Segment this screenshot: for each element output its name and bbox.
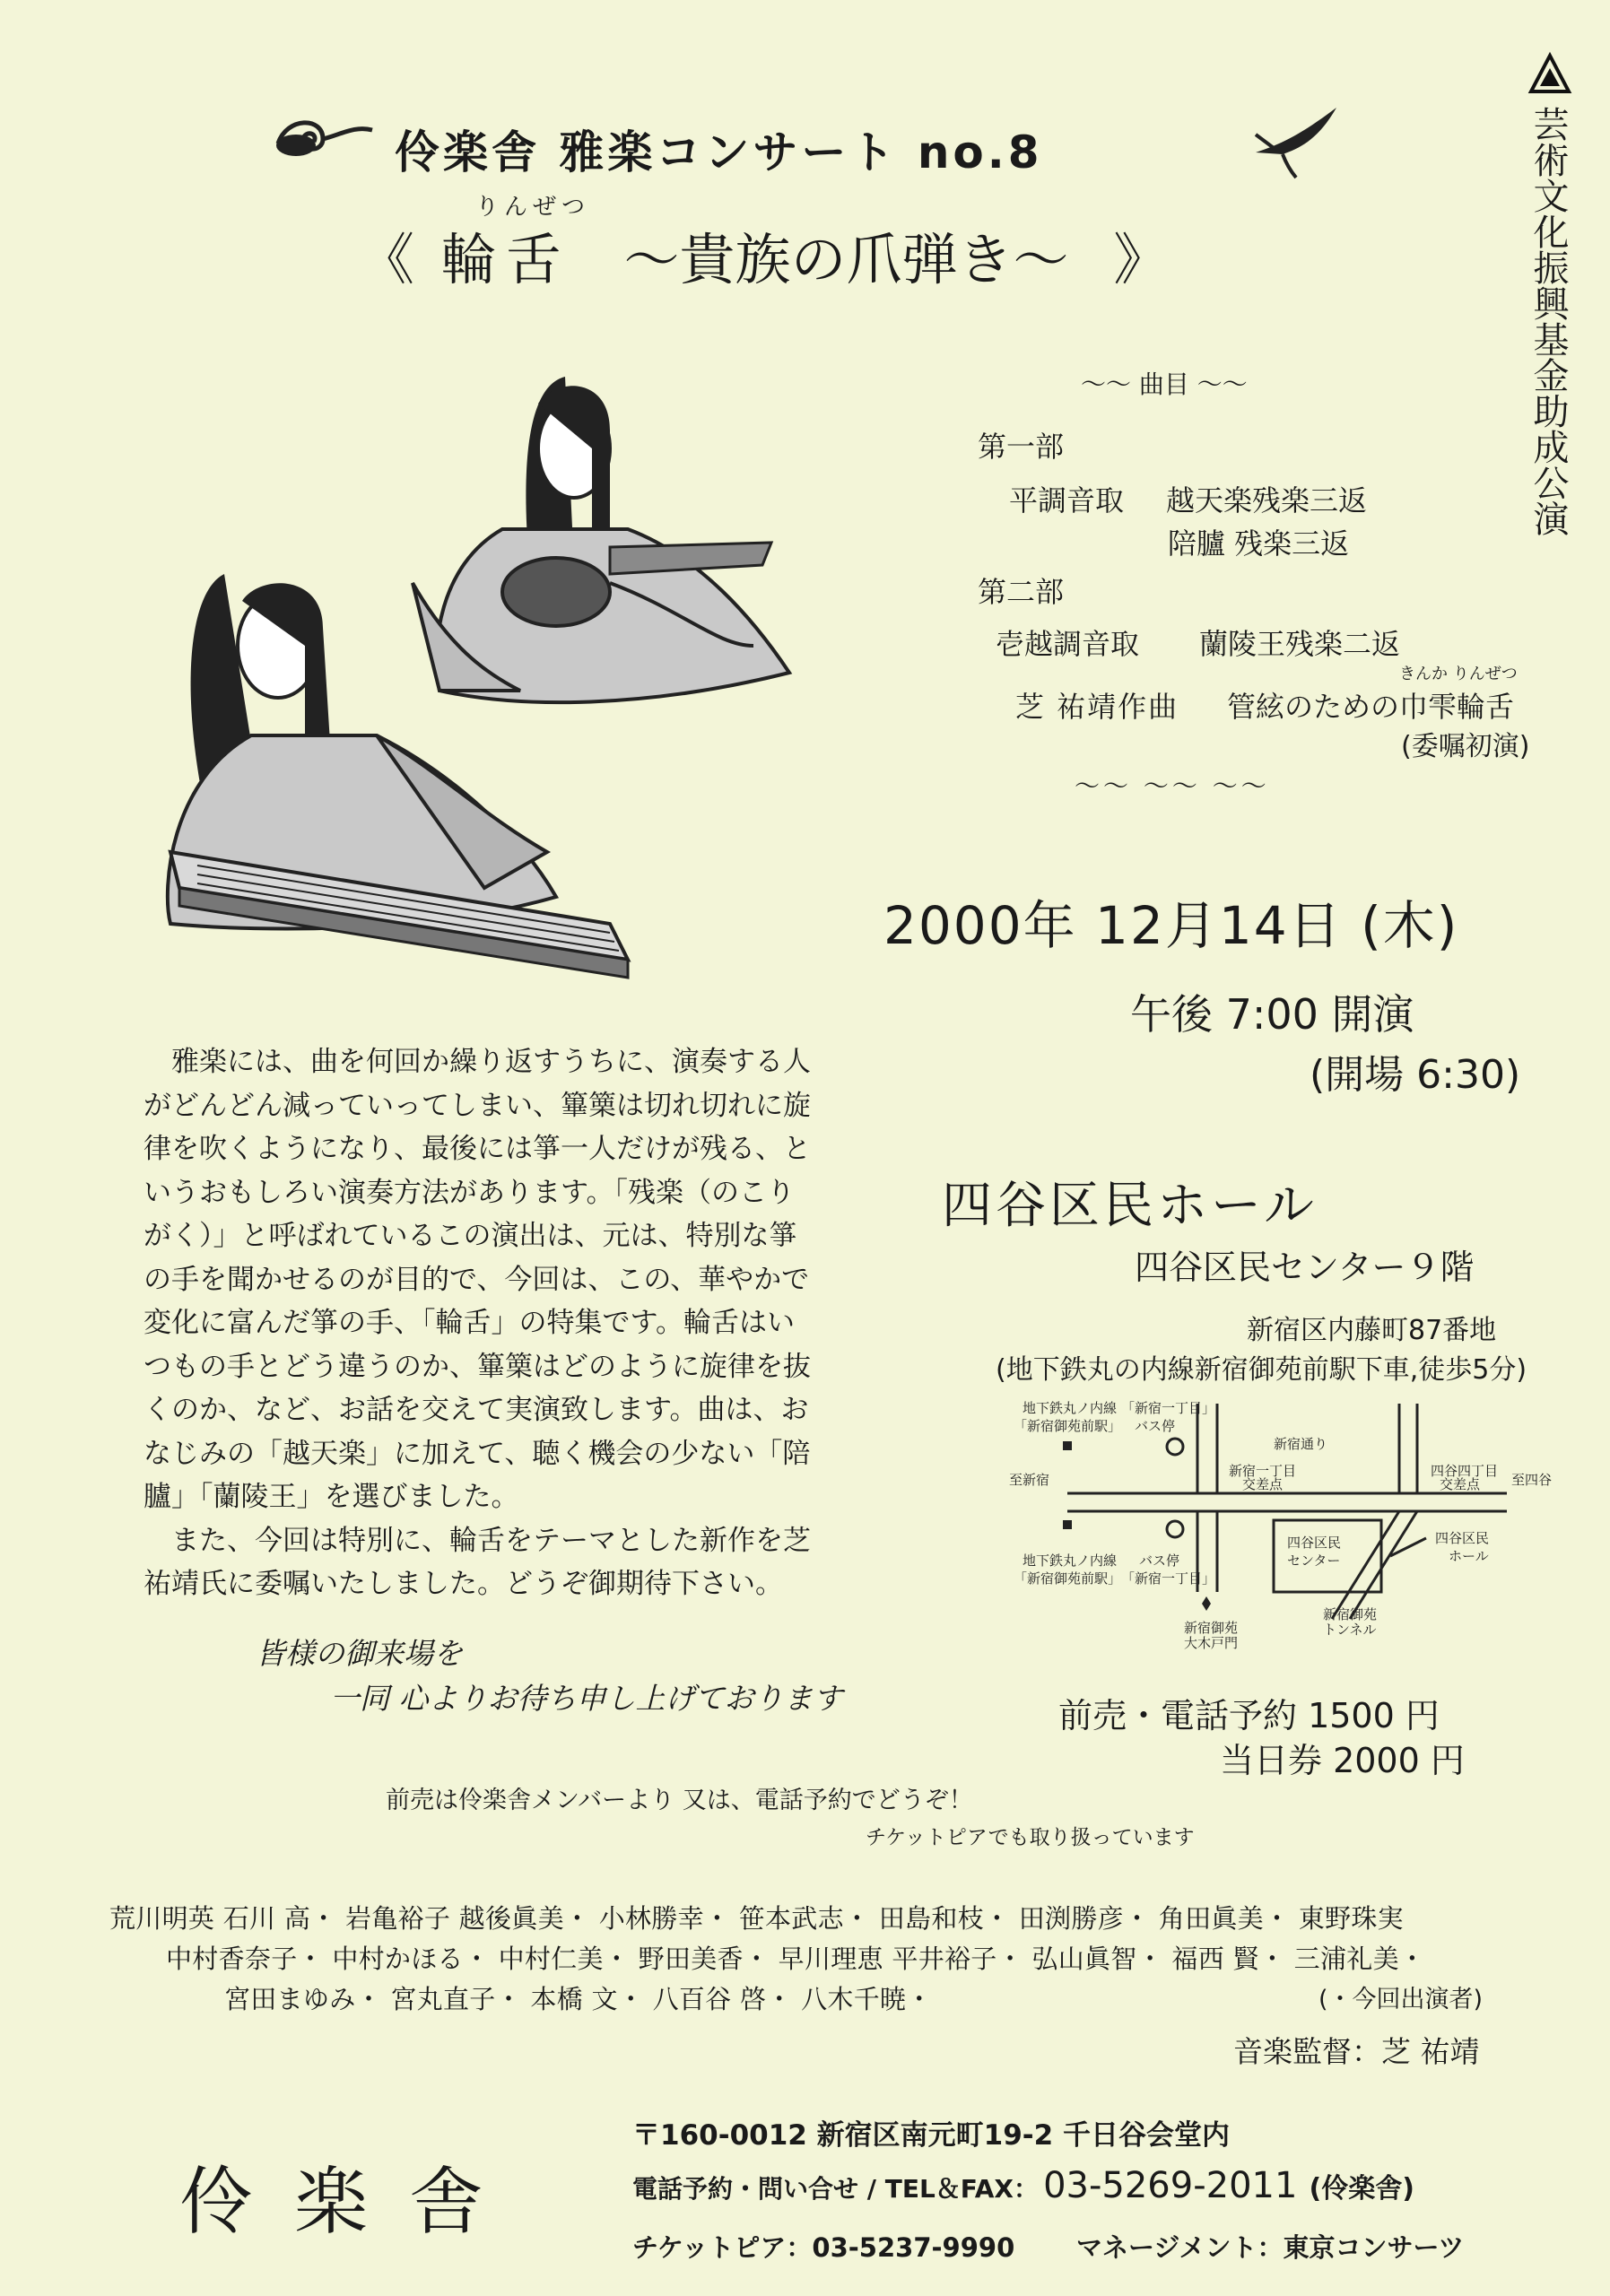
event-doors: (開場 6:30) bbox=[1310, 1052, 1521, 1098]
map-bus-top-label: バス停 bbox=[1135, 1418, 1176, 1434]
program-part2-item1-b: 蘭陵王残楽二返 bbox=[1199, 627, 1401, 661]
gate-marker-icon bbox=[1202, 1596, 1211, 1611]
program-part2-item2-b: 管絃のための bbox=[1227, 690, 1400, 724]
program-part2: 第二部 bbox=[978, 575, 1065, 609]
program-part2-item2-c: 巾雫輪舌 bbox=[1399, 690, 1515, 724]
program-part1-item1-b: 越天楽残楽三返 bbox=[1166, 483, 1368, 517]
footer-phone-line bbox=[632, 2165, 1414, 2206]
performers-row1: 荒川明英 石川 高・ 岩亀裕子 越後眞美・ 小林勝幸・ 笹本武志・ 田島和枝・ 田渕勝彦・ 角田眞美・ 東野珠実 bbox=[109, 1903, 1404, 1934]
description-line: の手を聞かせるのが目的で、今回は、この、華やかで bbox=[144, 1263, 810, 1296]
event-venue-floor: 四谷区民センター９階 bbox=[1135, 1248, 1475, 1287]
program bbox=[960, 354, 1588, 821]
event-access: (地下鉄丸の内線新宿御苑前駅下車,徒歩5分) bbox=[996, 1354, 1527, 1386]
foundation-logo-icon bbox=[1529, 54, 1571, 95]
event-address: 新宿区内藤町87番地 bbox=[1247, 1315, 1497, 1346]
description-line: また、今回は特別に、輪舌をテーマとした新作を芝 bbox=[171, 1524, 811, 1557]
map-hall-line2: ホール bbox=[1449, 1548, 1489, 1564]
description-line: 雅楽には、曲を何回か繰り返すうちに、演奏する人 bbox=[171, 1046, 811, 1078]
description bbox=[144, 1040, 834, 1606]
map-gate-line1: 新宿御苑 bbox=[1184, 1620, 1239, 1636]
event-time: 午後 7:00 開演 bbox=[1130, 990, 1414, 1039]
description-line: がく）」と呼ばれているこの演出は、元は、特別な箏 bbox=[144, 1220, 797, 1252]
description-line: がどんどん減っていってしまい、篳篥は切れ切れに旋 bbox=[144, 1089, 811, 1122]
subtitle-bracket-close: 》 bbox=[1113, 227, 1170, 292]
footer-pia: チケットピア：03-5237-9990 bbox=[632, 2232, 1015, 2263]
welcome-line1: 皆様の御来場を bbox=[256, 1636, 463, 1671]
program-part1: 第一部 bbox=[978, 430, 1065, 464]
map-bus-bottom: 「新宿一丁目」 bbox=[1121, 1570, 1216, 1587]
performers-row2: 中村香奈子・ 中村かほる・ 中村仁美・ 野田美香・ 早川理恵 平井裕子・ 弘山眞智・ 福西 賢・ 三浦礼美・ bbox=[166, 1944, 1426, 1974]
map-station-bottom: 地下鉄丸ノ内線 bbox=[1023, 1552, 1118, 1569]
performers-note: (・今回出演者) bbox=[1318, 1986, 1484, 2013]
title-ruby: りんぜつ bbox=[475, 194, 591, 221]
description-line: つもの手とどう違うのか、篳篥はどのように旋律を抜 bbox=[144, 1350, 811, 1383]
description-line: 臚」「蘭陵王」を選びました。 bbox=[144, 1481, 519, 1513]
footer-phone: 03-5269-2011 bbox=[1043, 2165, 1298, 2206]
map-station-bottom-name: 「新宿御苑前駅」 bbox=[1014, 1570, 1122, 1587]
description-line: 律を吹くようになり、最後には箏一人だけが残る、と bbox=[144, 1133, 811, 1165]
station-icon bbox=[1063, 1441, 1072, 1450]
bird-ornament-icon bbox=[1247, 99, 1345, 179]
map-shinjuku-dori: 新宿通り bbox=[1274, 1436, 1328, 1452]
ticket-advance: 前売・電話予約 1500 円 bbox=[1058, 1696, 1440, 1735]
page-title: 伶楽舎 雅楽コンサート no.8 bbox=[395, 126, 1043, 178]
subtitle bbox=[359, 215, 1169, 295]
map-bus-top: 「新宿一丁目」 bbox=[1121, 1400, 1216, 1416]
program-part1-item2: 陪臚 残楽三返 bbox=[1168, 526, 1350, 561]
map-tunnel-line1: 新宿御苑 bbox=[1323, 1606, 1378, 1622]
performers-row3: 宮田まゆみ・ 宮丸直子・ 本橋 文・ 八百谷 啓・ 八木千暁・ bbox=[224, 1984, 933, 2014]
map-cross1-label: 交差点 bbox=[1242, 1476, 1284, 1492]
sponsor-text: 芸術文化振興基金助成公演 bbox=[1527, 106, 1569, 536]
program-heading: ～～ 曲目 ～～ bbox=[1081, 370, 1248, 399]
subtitle-main: 輪舌 bbox=[440, 227, 570, 292]
event-venue: 四谷区民ホール bbox=[942, 1177, 1318, 1235]
program-part1-item1-a: 平調音取 bbox=[1009, 483, 1125, 517]
map-tunnel-line2: トンネル bbox=[1323, 1622, 1377, 1638]
footer-address: 〒160-0012 新宿区南元町19-2 千日谷会堂内 bbox=[632, 2119, 1231, 2152]
ticket-note1: 前売は伶楽舎メンバーより 又は、電話予約でどうぞ！ bbox=[386, 1787, 973, 1814]
map-hall-line1: 四谷区民 bbox=[1435, 1530, 1490, 1546]
footer-management: マネージメント：東京コンサーツ bbox=[1076, 2232, 1465, 2263]
description-line: 変化に富んだ箏の手、「輪舌」の特集です。輪舌はい bbox=[144, 1307, 796, 1339]
footer-phone-label: 電話予約・問い合せ / TEL＆FAX： bbox=[632, 2174, 1039, 2204]
cloud-ornament-icon bbox=[269, 108, 377, 161]
program-footer: ～～ ～～ ～～ bbox=[1075, 771, 1270, 801]
map-to-yotsuya: 至四谷 bbox=[1511, 1472, 1553, 1488]
music-director: 音楽監督：芝 祐靖 bbox=[1233, 2034, 1480, 2069]
map-center-line2: センター bbox=[1287, 1552, 1341, 1569]
bus-stop-icon bbox=[1167, 1439, 1183, 1455]
program-part2-item1-a: 壱越調音取 bbox=[996, 627, 1140, 661]
description-line: いうおもしろい演奏方法があります。「残楽（のこり bbox=[144, 1176, 796, 1209]
map-cross2-label: 交差点 bbox=[1440, 1476, 1481, 1492]
event-date: 2000年 12月14日 (木) bbox=[883, 895, 1459, 956]
subtitle-rest: ～貴族の爪弾き～ bbox=[623, 227, 1069, 292]
map-cross1: 新宿一丁目 bbox=[1229, 1463, 1297, 1479]
program-part2-item2-note: (委嘱初演) bbox=[1401, 731, 1530, 762]
map-station-top-name: 「新宿御苑前駅」 bbox=[1014, 1418, 1122, 1434]
description-line: なじみの「越天楽」に加えて、聴く機会の少ない「陪 bbox=[144, 1437, 811, 1470]
footer-logo: 伶 楽 舎 bbox=[179, 2160, 492, 2245]
ticket-door: 当日券 2000 円 bbox=[1220, 1741, 1465, 1780]
access-map bbox=[1005, 1386, 1552, 1655]
map-station-top: 地下鉄丸ノ内線 bbox=[1023, 1400, 1118, 1416]
description-line: くのか、など、お話を交えて実演致します。曲は、お bbox=[144, 1394, 809, 1426]
map-gate-line2: 大木戸門 bbox=[1184, 1635, 1239, 1651]
court-ladies-illustration bbox=[144, 350, 888, 996]
program-part2-ruby: きんか りんぜつ bbox=[1399, 665, 1518, 683]
description-line: 祐靖氏に委嘱いたしました。どうぞ御期待下さい。 bbox=[144, 1568, 783, 1600]
welcome-line2: 一同 心よりお待ち申し上げております bbox=[330, 1681, 843, 1716]
footer-phone-org: (伶楽舎) bbox=[1309, 2173, 1414, 2205]
header bbox=[0, 0, 1610, 296]
map-cross2: 四谷四丁目 bbox=[1431, 1463, 1499, 1479]
map-bus-bottom-label: バス停 bbox=[1139, 1552, 1180, 1569]
map-to-shinjuku: 至新宿 bbox=[1009, 1472, 1050, 1488]
map-center-line1: 四谷区民 bbox=[1287, 1535, 1342, 1551]
bus-stop-icon bbox=[1167, 1521, 1183, 1537]
subtitle-bracket-open: 《 bbox=[359, 227, 415, 292]
program-part2-item2-a: 芝 祐靖作曲 bbox=[1015, 690, 1179, 724]
ticket-note2: チケットピアでも取り扱っています bbox=[866, 1826, 1195, 1849]
station-icon bbox=[1063, 1520, 1072, 1529]
